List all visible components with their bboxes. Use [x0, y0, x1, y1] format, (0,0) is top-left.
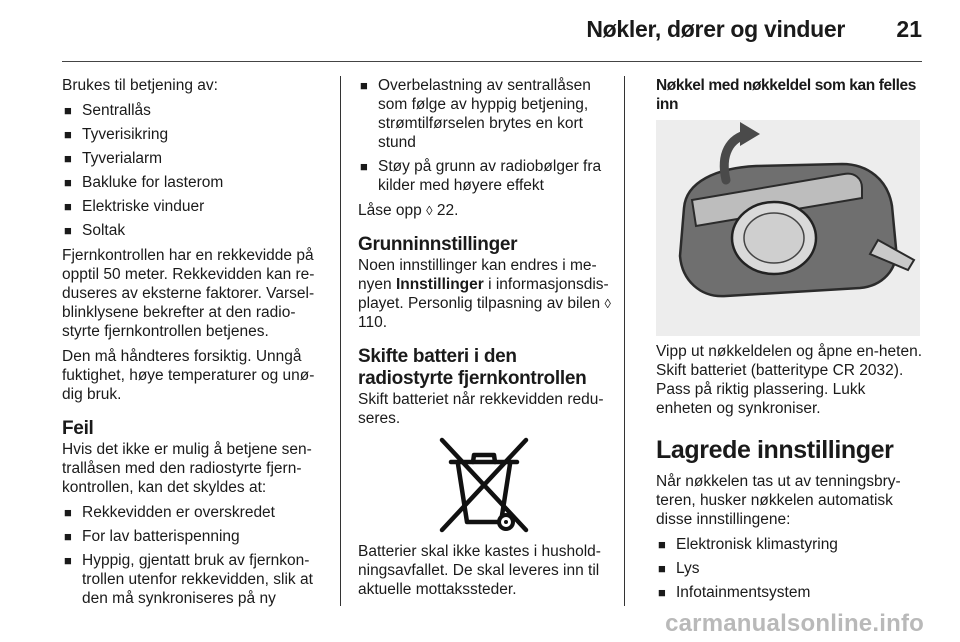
fold-key-paragraph: Vipp ut nøkkeldelen og åpne en-heten. Skift batteriet (batteritype CR 2032). Pass på riktig plassering. Lukk enheten og synkroniser.	[656, 343, 922, 417]
list-item: ■ Støy på grunn av radiobølger fra kilder med høyere effekt	[360, 158, 602, 194]
list-item: ■ Elektronisk klimastyring	[658, 536, 838, 553]
fault-list-continued	[358, 76, 616, 195]
uses-list	[62, 101, 330, 240]
bullet-icon: ■	[64, 127, 72, 142]
battery-heading: Skifte batteri i den radiostyrte fjernkontrollen	[358, 346, 587, 389]
bullet-icon: ■	[64, 505, 72, 520]
list-item: ■ Bakluke for lasterom	[64, 174, 224, 191]
disposal-paragraph: Batterier skal ikke kastes i hushold-ningsavfallet. De skal leveres inn til aktuelle mottakssteder.	[358, 543, 601, 598]
weee-crossed-bin-icon	[358, 434, 616, 542]
key-battery-illustration	[656, 120, 920, 336]
list-item: ■ Sentrallås	[64, 102, 151, 119]
list-item: ■ Lys	[658, 560, 700, 577]
column-divider-1	[340, 76, 341, 606]
fold-key-heading: Nøkkel med nøkkeldel som kan felles inn	[656, 77, 916, 113]
saved-settings-list	[656, 535, 924, 602]
list-item: ■ Hyppig, gjentatt bruk av fjernkon-trollen utenfor rekkevidden, slik at den må synkroniseres på ny	[64, 552, 313, 607]
bullet-icon: ■	[64, 103, 72, 118]
list-item: ■ Tyverialarm	[64, 150, 163, 167]
bullet-icon: ■	[64, 151, 72, 166]
page-title: Nøkler, dører og vinduer	[586, 16, 845, 42]
care-paragraph: Den må håndteres forsiktig. Unngå fuktighet, høye temperaturer og unø-dig bruk.	[62, 348, 315, 403]
fault-list	[62, 503, 330, 608]
list-item: ■ Tyverisikring	[64, 126, 169, 143]
bullet-icon: ■	[64, 223, 72, 238]
fault-heading: Feil	[62, 418, 94, 439]
list-item: ■ Soltak	[64, 222, 126, 239]
watermark: carmanualsonline.info	[665, 610, 924, 637]
basic-settings-heading: Grunninnstillinger	[358, 234, 518, 255]
uses-intro: Brukes til betjening av:	[62, 77, 218, 94]
page-number: 21	[896, 16, 922, 42]
bullet-icon: ■	[658, 585, 666, 600]
basic-settings-paragraph: Noen innstillinger kan endres i me-nyen Innstillinger i informasjonsdis-playet. Personlig tilpasning av bilen ◊ 110.	[358, 257, 611, 331]
bullet-icon: ■	[658, 537, 666, 552]
bullet-icon: ■	[64, 529, 72, 544]
list-item: ■ For lav batterispenning	[64, 528, 240, 545]
saved-settings-paragraph: Når nøkkelen tas ut av tenningsbry-teren, husker nøkkelen automatisk disse innstillingene:	[656, 473, 901, 528]
column-2	[358, 76, 616, 605]
bullet-icon: ■	[64, 199, 72, 214]
unlock-reference: Låse opp ◊ 22.	[358, 202, 459, 219]
bullet-icon: ■	[658, 561, 666, 576]
battery-paragraph: Skift batteriet når rekkevidden redu-seres.	[358, 391, 604, 427]
list-item: ■ Overbelastning av sentrallåsen som følge av hyppig betjening, strømtilførselen brytes en kort stund	[360, 77, 591, 151]
saved-settings-heading: Lagrede innstillinger	[656, 436, 894, 464]
bullet-icon: ■	[64, 175, 72, 190]
column-divider-2	[624, 76, 625, 606]
menu-name: Innstillinger	[395, 276, 484, 293]
bullet-icon: ■	[360, 159, 368, 174]
list-item: ■ Infotainmentsystem	[658, 584, 811, 601]
range-paragraph: Fjernkontrollen har en rekkevidde på opptil 50 meter. Rekkevidden kan re-duseres av eksterne faktorer. Varsel-blinklysene bekrefter at den radio-styrte fjernkontrollen betjenes.	[62, 247, 315, 340]
header-rule	[62, 61, 922, 62]
bullet-icon: ■	[64, 553, 72, 568]
column-1	[62, 76, 330, 614]
bullet-icon: ■	[360, 78, 368, 93]
list-item: ■ Elektriske vinduer	[64, 198, 205, 215]
column-3	[656, 76, 924, 608]
page-reference-icon: ◊	[604, 296, 611, 311]
list-item: ■ Rekkevidden er overskredet	[64, 504, 275, 521]
fault-paragraph: Hvis det ikke er mulig å betjene sen-trallåsen med den radiostyrte fjern-kontrollen, kan det skyldes at:	[62, 441, 312, 496]
page-reference-icon: ◊	[426, 203, 433, 218]
